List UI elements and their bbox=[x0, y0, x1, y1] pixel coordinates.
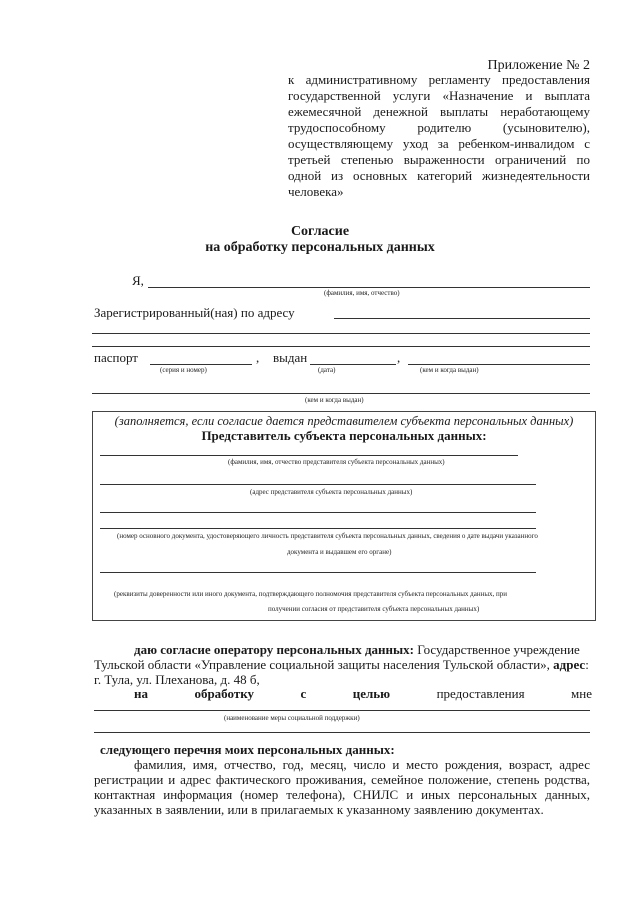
word-s: с bbox=[300, 686, 307, 701]
series-caption: (серия и номер) bbox=[160, 366, 207, 374]
consent-line-2 bbox=[94, 657, 592, 673]
word-purpose: целью bbox=[352, 686, 391, 701]
passport-number-field[interactable] bbox=[150, 364, 252, 365]
issued-by-field[interactable] bbox=[408, 364, 590, 365]
list-line: контактная информация (номер телефона), СНИЛС и иных персональных данных, bbox=[94, 787, 590, 802]
representative-fio-field[interactable] bbox=[100, 455, 518, 456]
word-processing: обработку bbox=[194, 686, 255, 701]
appendix-line: государственной услуги «Назначение и выплата bbox=[288, 88, 590, 103]
representative-address-caption: (адрес представителя субъекта персональных данных) bbox=[250, 488, 413, 496]
comma: , bbox=[256, 350, 260, 365]
issued-label: выдан bbox=[273, 350, 308, 365]
i-label: Я, bbox=[132, 273, 144, 288]
word-na: на bbox=[134, 686, 148, 701]
word-provision: предоставления bbox=[436, 686, 525, 701]
list-heading: следующего перечня моих персональных данных: bbox=[100, 742, 395, 757]
representative-poa-caption-2: получении согласия от представителя субъекта персональных данных) bbox=[268, 605, 480, 613]
operator-address: г. Тула, ул. Плеханова, д. 48 б, bbox=[94, 672, 260, 687]
appendix-line: третьей степенью выраженности ограничений по bbox=[288, 152, 590, 167]
address-field-line2[interactable] bbox=[92, 333, 590, 334]
document-title: Согласие bbox=[290, 224, 350, 239]
representative-fio-caption: (фамилия, имя, отчество представителя субъекта персональных данных) bbox=[228, 458, 445, 466]
representative-title: Представитель субъекта персональных данных: bbox=[201, 428, 487, 443]
representative-doc-caption: (номер основного документа, удостоверяющего личность представителя субъекта персональных данных, сведения о дате выдачи указанного bbox=[117, 532, 538, 540]
document-subtitle: на обработку персональных данных bbox=[205, 240, 435, 255]
consent-line-1 bbox=[134, 642, 592, 658]
measure-caption: (наименование меры социальной поддержки) bbox=[224, 714, 360, 722]
colon: : bbox=[585, 657, 589, 672]
representative-poa-field[interactable] bbox=[100, 572, 536, 573]
purpose-line bbox=[134, 686, 592, 702]
representative-doc-field-2[interactable] bbox=[100, 528, 536, 529]
list-line: указанных в заявлении, или в прилагаемых к указанному заявлению документах. bbox=[94, 802, 544, 817]
representative-note: (заполняется, если согласие дается представителем субъекта персональных данных) bbox=[114, 414, 574, 428]
appendix-title: Приложение № 2 bbox=[487, 58, 590, 73]
issue-date-field[interactable] bbox=[310, 364, 396, 365]
word-me: мне bbox=[571, 686, 592, 701]
measure-field-2[interactable] bbox=[94, 732, 590, 733]
address-field[interactable] bbox=[334, 318, 590, 319]
operator-name: Тульской области «Управление социальной защиты населения Тульской области», bbox=[94, 657, 550, 672]
appendix-line: трудоспособному родителю (усыновителю), bbox=[288, 120, 590, 135]
measure-field[interactable] bbox=[94, 710, 590, 711]
comma: , bbox=[397, 350, 401, 365]
consent-bold: даю согласие оператору персональных данных: bbox=[134, 642, 414, 657]
by-whom-caption: (кем и когда выдан) bbox=[420, 366, 479, 374]
representative-doc-field[interactable] bbox=[100, 512, 536, 513]
address-label: Зарегистрированный(ная) по адресу bbox=[94, 305, 295, 320]
appendix-line: осуществляющему уход за ребенком-инвалидом с bbox=[288, 136, 590, 151]
passport-label: паспорт bbox=[94, 350, 138, 365]
appendix-line: человека» bbox=[288, 184, 344, 199]
representative-address-field[interactable] bbox=[100, 484, 536, 485]
address-word: адрес bbox=[549, 657, 586, 672]
issued-by-field-line2[interactable] bbox=[92, 393, 590, 394]
address-field-line3[interactable] bbox=[92, 346, 590, 347]
appendix-line: ежемесячной денежной выплаты неработающему bbox=[288, 104, 590, 119]
appendix-line: к административному регламенту предоставления bbox=[288, 72, 590, 87]
fio-field[interactable] bbox=[148, 287, 590, 288]
appendix-line: одной из основных категорий жизнедеятельности bbox=[288, 168, 590, 183]
by-whom-caption-2: (кем и когда выдан) bbox=[305, 396, 364, 404]
consent-text: Государственное учреждение bbox=[413, 642, 580, 657]
representative-poa-caption: (реквизиты доверенности или иного документа, подтверждающего полномочия представителя субъекта персональных данных, при bbox=[114, 590, 508, 598]
list-line: регистрации и адрес фактического проживания, семейное положение, степень родства, bbox=[94, 772, 590, 787]
representative-doc-caption-2: документа и выдавшем его органе) bbox=[287, 548, 392, 556]
list-line: фамилия, имя, отчество, год, месяц, число и место рождения, возраст, адрес bbox=[134, 757, 590, 772]
appendix-text bbox=[288, 72, 590, 200]
fio-caption: (фамилия, имя, отчество) bbox=[324, 289, 400, 297]
date-caption: (дата) bbox=[318, 366, 336, 374]
